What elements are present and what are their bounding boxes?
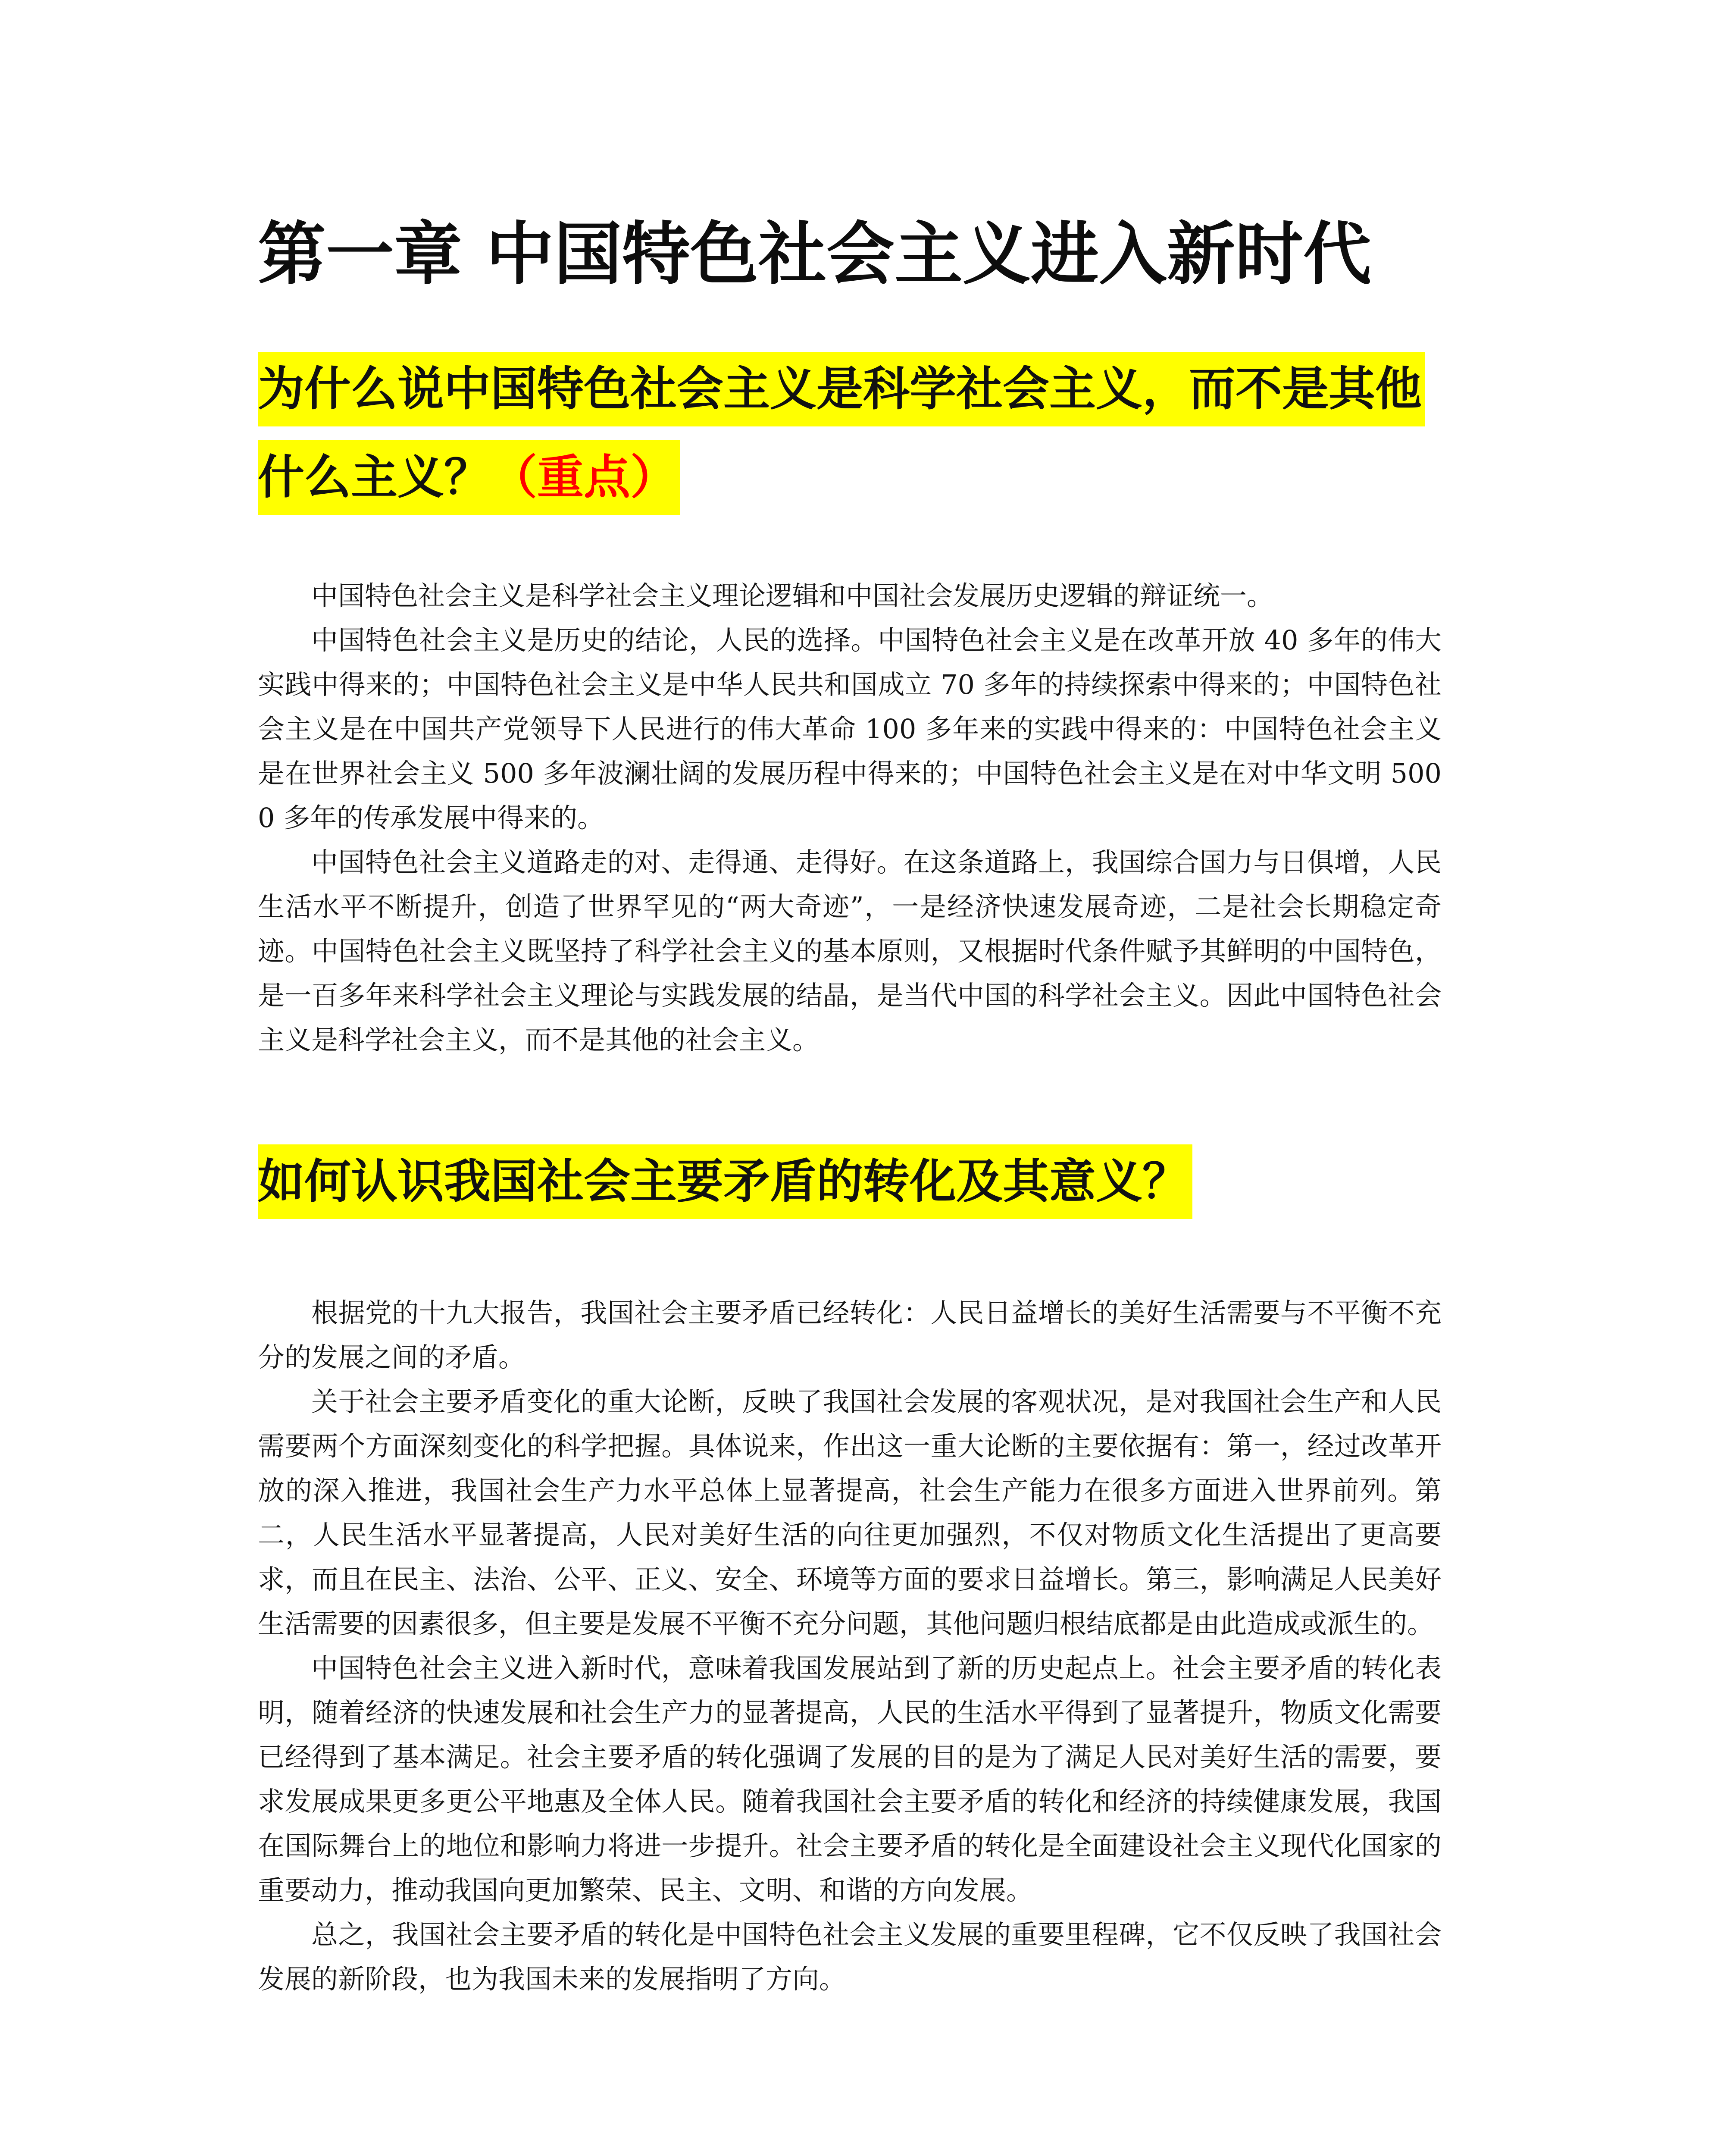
section-2-heading-highlight [258,1144,1192,1219]
paragraph: 中国特色社会主义进入新时代，意味着我国发展站到了新的历史起点上。社会主要矛盾的转化表明，随着经济的快速发展和社会生产力的显著提高，人民的生活水平得到了显著提升，物质文化需要已经得到了基本满足。社会主要矛盾的转化强调了发展的目的是为了满足人民对美好生活的需要，要求发展成果更多更公平地惠及全体人民。随着我国社会主要矛盾的转化和经济的持续健康发展，我国在国际舞台上的地位和影响力将进一步提升。社会主要矛盾的转化是全面建设社会主义现代化国家的重要动力，推动我国向更加繁荣、民主、文明、和谐的方向发展。 [258,1652,1442,1906]
section-1-heading [258,345,1442,522]
section-2-body [258,1291,1442,2001]
section-1-heading-text: 为什么说中国特色社会主义是科学社会主义，而不是其他什么主义？ [258,362,1422,505]
section-1-heading-highlight [258,352,1425,515]
paragraph: 中国特色社会主义道路走的对、走得通、走得好。在这条道路上，我国综合国力与日俱增，人民生活水平不断提升，创造了世界罕见的“两大奇迹”，一是经济快速发展奇迹，二是社会长期稳定奇迹。中国特色社会主义既坚持了科学社会主义的基本原则，又根据时代条件赋予其鲜明的中国特色，是一百多年来科学社会主义理论与实践发展的结晶，是当代中国的科学社会主义。因此中国特色社会主义是科学社会主义，而不是其他的社会主义。 [258,846,1442,1056]
section-spacer [258,1062,1442,1138]
paragraph: 中国特色社会主义是科学社会主义理论逻辑和中国社会发展历史逻辑的辩证统一。 [311,580,1274,611]
section-1-body [258,573,1442,1062]
paragraph: 总之，我国社会主要矛盾的转化是中国特色社会主义发展的重要里程碑，它不仅反映了我国社会发展的新阶段，也为我国未来的发展指明了方向。 [258,1919,1442,1995]
paragraph: 根据党的十九大报告，我国社会主要矛盾已经转化：人民日益增长的美好生活需要与不平衡不充分的发展之间的矛盾。 [258,1297,1442,1373]
paragraph: 中国特色社会主义是历史的结论，人民的选择。中国特色社会主义是在改革开放 40 多年的伟大实践中得来的；中国特色社会主义是中华人民共和国成立 70 多年的持续探索中得来的；中国特色社会主义是在中国共产党领导下人民进行的伟大革命 100 多年来的实践中得来的：中国特色社会主义是在世界社会主义 500 多年波澜壮阔的发展历程中得来的；中国特色社会主义是在对中华文明 5000 多年的传承发展中得来的。 [258,624,1442,834]
paragraph: 关于社会主要矛盾变化的重大论断，反映了我国社会发展的客观状况，是对我国社会生产和人民需要两个方面深刻变化的科学把握。具体说来，作出这一重大论断的主要依据有：第一，经过改革开放的深入推进，我国社会生产力水平总体上显著提高，社会生产能力在很多方面进入世界前列。第二，人民生活水平显著提高，人民对美好生活的向往更加强烈，不仅对物质文化生活提出了更高要求，而且在民主、法治、公平、正义、安全、环境等方面的要求日益增长。第三，影响满足人民美好生活需要的因素很多，但主要是发展不平衡不充分问题，其他问题归根结底都是由此造成或派生的。 [258,1386,1442,1639]
page-content [258,207,1442,2001]
section-2-heading-text: 如何认识我国社会主要矛盾的转化及其意义？ [258,1155,1189,1209]
key-point-mark: （重点） [491,451,677,505]
chapter-title: 第一章 中国特色社会主义进入新时代 [258,215,1372,294]
section-2-heading [258,1138,1442,1226]
